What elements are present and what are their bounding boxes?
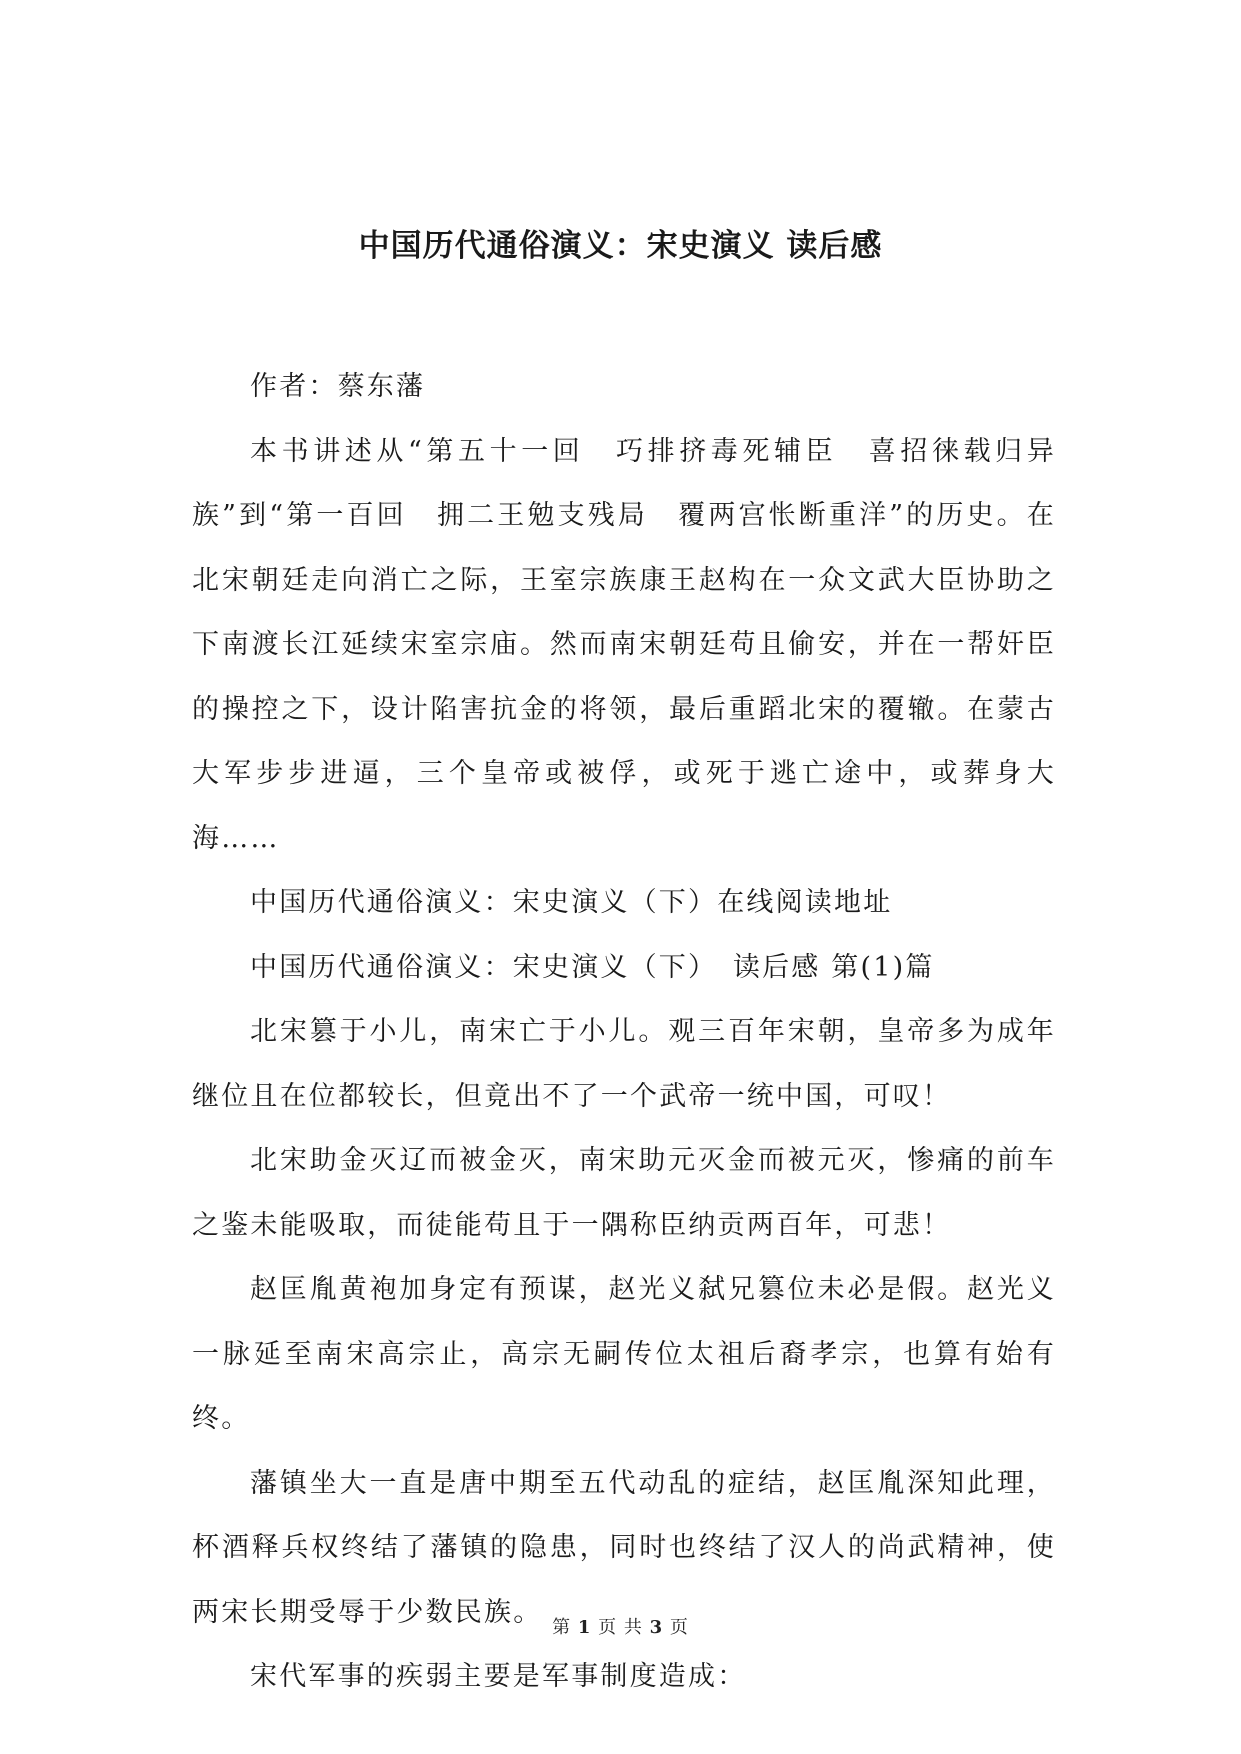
footer-total-pages: 3 [649,1617,664,1638]
page-footer [0,1613,1241,1639]
online-reading-link: 中国历代通俗演义：宋史演义（下）在线阅读地址 [250,887,893,918]
summary-paragraph: 本书讲述从“第五十一回 巧排挤毒死辅臣 喜招徕载归异族”到“第一百回 拥二王勉支残局 覆两宫怅断重洋”的历史。在北宋朝廷走向消亡之际，王室宗族康王赵构在一众文武大臣协助之下南渡长江延续宋室宗庙。然而南宋朝廷苟且偷安，并在一帮奸臣的操控之下，设计陷害抗金的将领，最后重蹈北宋的覆辙。在蒙古大军步步进逼，三个皇帝或被俘，或死于逃亡途中，或葬身大海…… [192,435,1056,854]
review-paragraph: 北宋篡于小儿，南宋亡于小儿。观三百年宋朝，皇帝多为成年继位且在位都较长，但竟出不了一个武帝一统中国，可叹！ [192,1016,1056,1112]
review-paragraph: 藩镇坐大一直是唐中期至五代动乱的症结，赵匡胤深知此理，杯酒释兵权终结了藩镇的隐患，同时也终结了汉人的尚武精神，使两宋长期受辱于少数民族。 [192,1467,1056,1628]
document-body [192,355,1056,1710]
review-heading: 中国历代通俗演义：宋史演义（下） 读后感 第(1)篇 [250,951,935,983]
review-paragraph: 赵匡胤黄袍加身定有预谋，赵光义弑兄篡位未必是假。赵光义一脉延至南宋高宗止，高宗无嗣传位太祖后裔孝宗，也算有始有终。 [192,1274,1056,1434]
review-paragraph: 北宋助金灭辽而被金灭，南宋助元灭金而被元灭，惨痛的前车之鉴未能吸取，而徒能苟且于一隅称臣纳贡两百年，可悲！ [192,1145,1056,1241]
review-paragraph: 宋代军事的疾弱主要是军事制度造成： [250,1661,747,1692]
footer-page-number: 1 [577,1617,592,1638]
document-title: 中国历代通俗演义：宋史演义 读后感 [358,228,883,264]
footer-suffix: 页 [669,1617,689,1638]
author-line: 作者：蔡东藩 [250,371,426,402]
footer-prefix: 第 [552,1617,572,1638]
footer-middle: 页 共 [598,1617,643,1638]
